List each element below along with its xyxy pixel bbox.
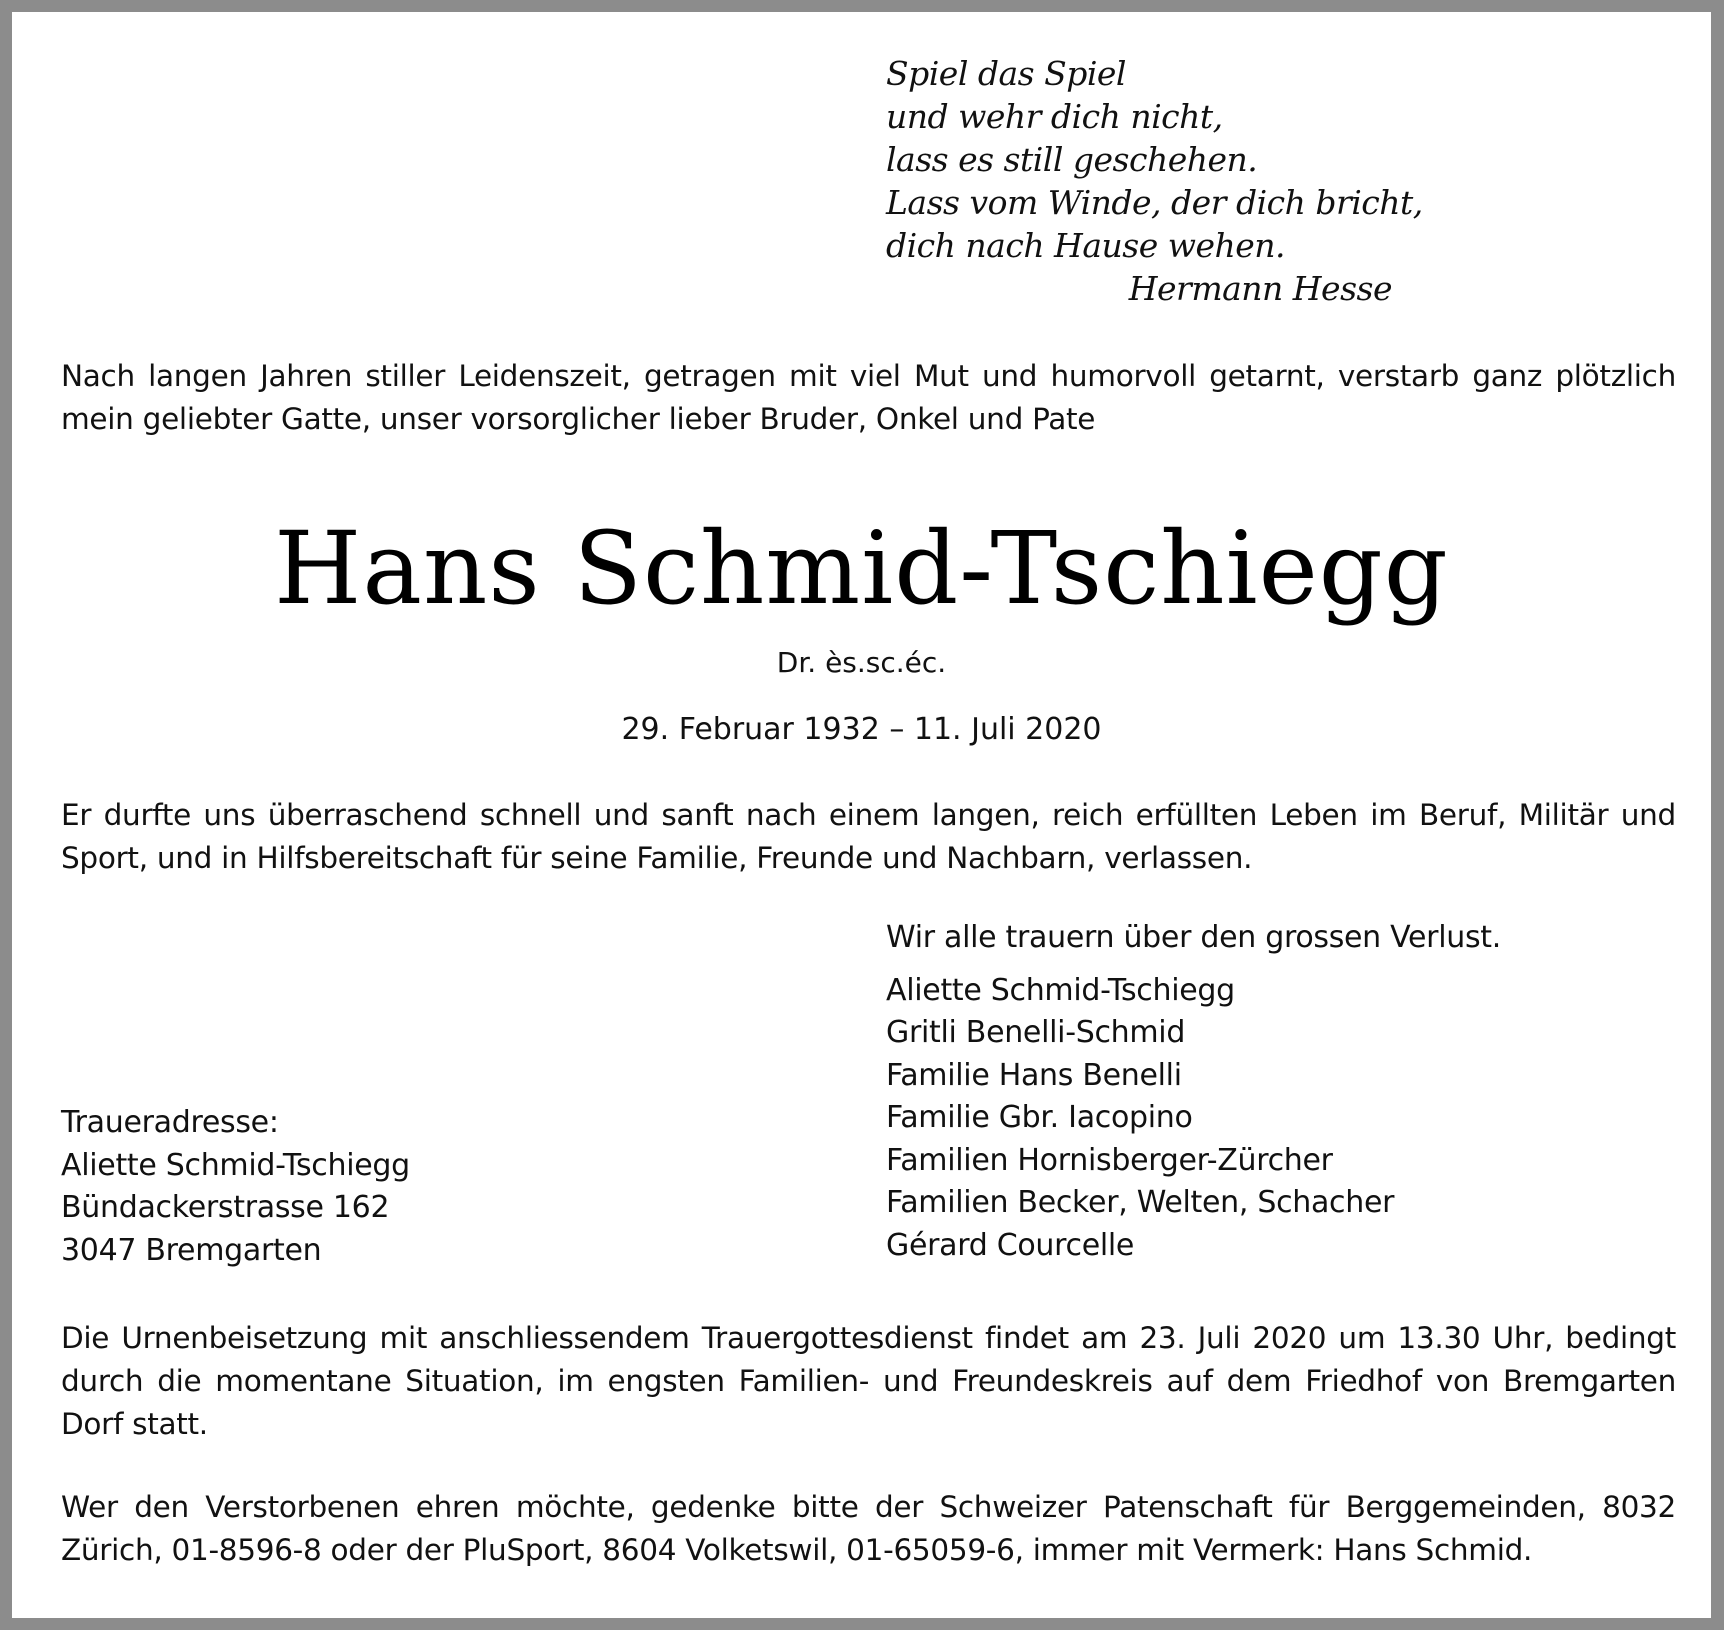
poem-line: Spiel das Spiel [886, 54, 1126, 93]
address-city: 3047 Bremgarten [61, 1232, 322, 1268]
mourners-heading: Wir alle trauern über den grossen Verlust. [886, 920, 1501, 955]
mourner-name: Familie Hans Benelli [886, 1057, 1182, 1093]
obituary-page [12, 12, 1711, 1618]
mourner-name: Gérard Courcelle [886, 1227, 1135, 1263]
address-street: Bündackerstrasse 162 [61, 1190, 390, 1225]
mourner-name: Familie Gbr. Iacopino [886, 1100, 1193, 1135]
address-label: Traueradresse: [61, 1105, 279, 1140]
memorial-paragraph: Wer den Verstorbenen ehren möchte, gedenke bitte der Schweizer Patenschaft für Berggemeinden, 8032 Zürich, 01-8596-8 oder der PluSport, 8604 Volketswil, 01-65059-6, immer mit Vermerk: Hans Schmid. [61, 1490, 1676, 1567]
intro-paragraph: Nach langen Jahren stiller Leidenszeit, getragen mit viel Mut und humorvoll getarnt, verstarb ganz plötzlich mein geliebter Gatte, unser vorsorglicher lieber Bruder, Onkel und Pate [61, 359, 1676, 436]
life-paragraph: Er durfte uns überraschend schnell und sanft nach einem langen, reich erfüllten Leben im Beruf, Militär und Sport, und in Hilfsbereitschaft für seine Familie, Freunde und Nachbarn, verlassen. [61, 798, 1676, 875]
deceased-name: Hans Schmid-Tschiegg [274, 510, 1449, 627]
deceased-title: Dr. ès.sc.éc. [776, 646, 947, 679]
poem [886, 52, 1423, 310]
mourners-list [886, 917, 1501, 1267]
address-name: Aliette Schmid-Tschiegg [61, 1147, 410, 1183]
poem-line: lass es still geschehen. [886, 140, 1258, 179]
poem-author: Hermann Hesse [1128, 269, 1392, 308]
poem-line: Lass vom Winde, der dich bricht, [886, 183, 1423, 222]
mourner-name: Aliette Schmid-Tschiegg [886, 972, 1235, 1008]
poem-line: und wehr dich nicht, [886, 97, 1223, 136]
mourner-name: Gritli Benelli-Schmid [886, 1015, 1186, 1050]
mourning-address [61, 1102, 410, 1272]
burial-paragraph: Die Urnenbeisetzung mit anschliessendem Trauergottesdienst findet am 23. Juli 2020 um 13.30 Uhr, bedingt durch die momentane Situation, im engsten Familien- und Freundeskreis auf dem Friedhof von Bremgarten Dorf statt. [61, 1321, 1676, 1441]
mourner-name: Familien Hornisberger-Zürcher [886, 1142, 1333, 1178]
mourner-name: Familien Becker, Welten, Schacher [886, 1185, 1395, 1220]
poem-line: dich nach Hause wehen. [886, 226, 1286, 265]
life-dates: 29. Februar 1932 – 11. Juli 2020 [621, 712, 1102, 747]
